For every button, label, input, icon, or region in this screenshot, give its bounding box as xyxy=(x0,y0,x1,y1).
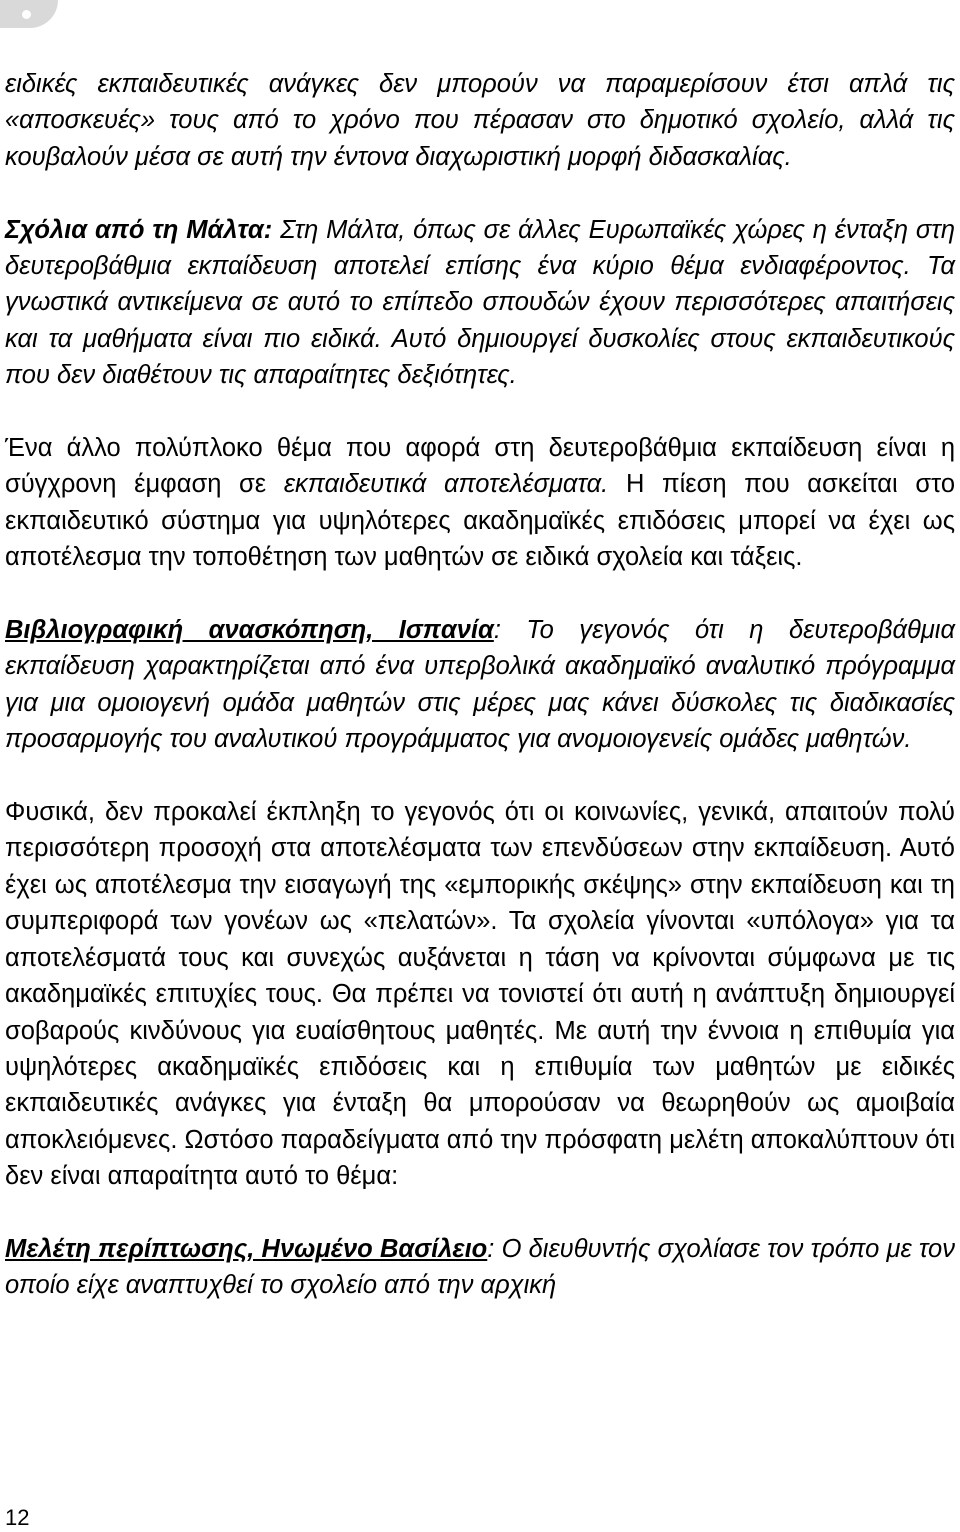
paragraph-text: Ένα άλλο πολύπλοκο θέμα που αφορά στη δευτεροβάθμια εκπαίδευση είναι η σύγχρονη έμφαση σε xyxy=(5,434,955,499)
paragraph-gap xyxy=(5,576,955,612)
corner-decoration xyxy=(0,0,58,28)
paragraph-text: : Το γεγονός ότι η δευτεροβάθμια εκπαίδευση χαρακτηρίζεται από ένα υπερβολικά ακαδημαϊκό αναλυτικό πρόγραμμα για μια ομοιογενή ομάδα μαθητών στις μέρες μας κάνει δύσκολες τις διαδικασίες προσαρμογής του αναλυτικού προγράμματος για ανομοιογενείς ομάδες μαθητών. xyxy=(5,616,955,754)
uk-case-study-label: Μελέτη περίπτωσης, Ηνωμένο Βασίλειο xyxy=(5,1234,488,1263)
corner-dot-icon xyxy=(22,10,31,19)
paragraph-gap xyxy=(5,1195,955,1231)
malta-comments-label: Σχόλια από τη Μάλτα: xyxy=(5,215,273,244)
paragraph-text: Η πίεση που ασκείται στο εκπαιδευτικό σύστημα για υψηλότερες ακαδημαϊκές επιδόσεις μπορεί να έχει ως αποτέλεσμα την τοποθέτηση των μαθητών σε ειδικά σχολεία και τάξεις. xyxy=(5,470,956,572)
emphasis-text: εκπαιδευτικά αποτελέσματα. xyxy=(283,470,609,499)
spain-review-label: Βιβλιογραφική ανασκόπηση, Ισπανία xyxy=(5,616,494,645)
paragraph-text: : Ο διευθυντής σχολίασε τον τρόπο με τον οποίο είχε αναπτυχθεί το σχολείο από την αρχική xyxy=(5,1234,955,1300)
paragraph-academic-outcomes xyxy=(5,430,955,576)
paragraph-text: Φυσικά, δεν προκαλεί έκπληξη το γεγονός ότι οι κοινωνίες, γενικά, απαιτούν πολύ περισσότερη προσοχή στα αποτελέσματα των επενδύσεων στην εκπαίδευση. Αυτό έχει ως αποτέλεσμα την εισαγωγή της «εμπορικής σκέψης» στην εκπαίδευση και τη συμπεριφορά των γονέων ως «πελατών». Τα σχολεία γίνονται «υπόλογα» για τα αποτελέσματά τους και συνεχώς αυξάνεται η τάση να κρίνονται σύμφωνα με τις ακαδημαϊκές επιτυχίες τους. Θα πρέπει να τονιστεί ότι αυτή η ανάπτυξη δημιουργεί σοβαρούς κινδύνους για ευαίσθητους μαθητές. Με αυτή την έννοια η επιθυμία για υψηλότερες ακαδημαϊκές επιδόσεις και η επιθυμία των μαθητών με ειδικές εκπαιδευτικές ανάγκες για ένταξη θα μπορούσαν να θεωρηθούν ως αμοιβαία αποκλειόμενες. Ωστόσο παραδείγματα από την πρόσφατη μελέτη αποκαλύπτουν ότι δεν είναι απαραίτητα αυτό το θέμα: xyxy=(5,798,955,1191)
paragraph-spain-review xyxy=(5,612,955,758)
paragraph-market-thinking xyxy=(5,794,955,1194)
paragraph-intro-continued xyxy=(5,66,955,175)
page-number: 12 xyxy=(5,1505,30,1530)
paragraph-text: Στη Μάλτα, όπως σε άλλες Ευρωπαϊκές χώρες η ένταξη στη δευτεροβάθμια εκπαίδευση αποτελεί επίσης ένα κύριο θέμα ενδιαφέροντος. Τα γνωστικά αντικείμενα σε αυτό το επίπεδο σπουδών έχουν περισσότερες απαιτήσεις και τα μαθήματα είναι πιο ειδικά. Αυτό δημιουργεί δυσκολίες στους εκπαιδευτικούς που δεν διαθέτουν τις απαραίτητες δεξιότητες. xyxy=(5,215,955,390)
paragraph-gap xyxy=(5,175,955,211)
paragraph-uk-case-study xyxy=(5,1231,955,1304)
paragraph-gap xyxy=(5,758,955,794)
paragraph-malta-comments xyxy=(5,212,955,394)
paragraph-gap xyxy=(5,394,955,430)
paragraph-text: ειδικές εκπαιδευτικές ανάγκες δεν μπορούν να παραμερίσουν έτσι απλά τις «αποσκευές» τους από το χρόνο που πέρασαν στο δημοτικό σχολείο, αλλά τις κουβαλούν μέσα σε αυτή την έντονα διαχωριστική μορφή διδασκαλίας. xyxy=(5,70,955,171)
document-body xyxy=(5,66,955,1304)
